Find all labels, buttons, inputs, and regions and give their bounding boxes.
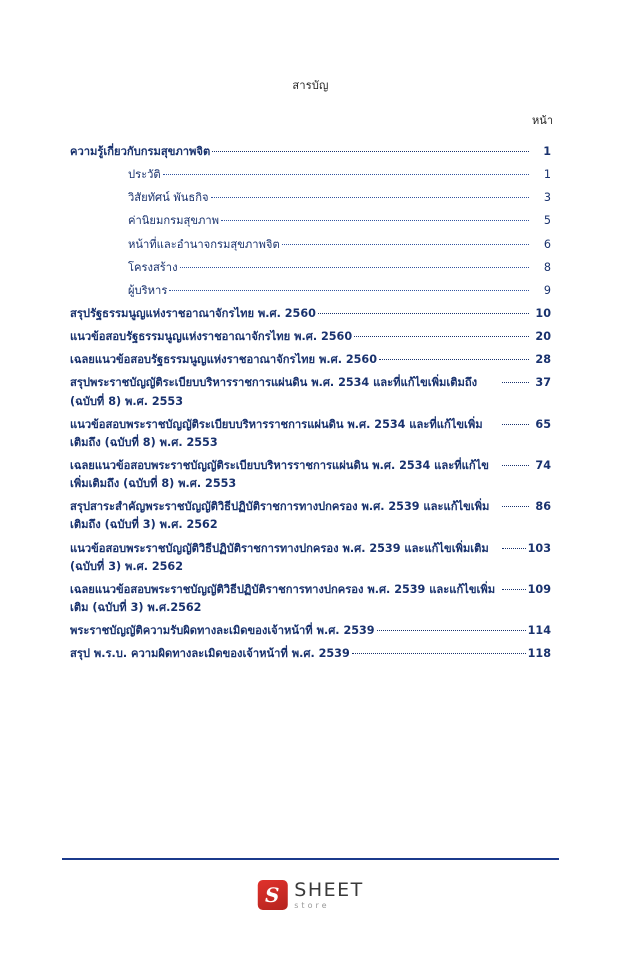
toc-entry-label: สรุป พ.ร.บ. ความผิดทางละเมิดของเจ้าหน้าที่ พ.ศ. 2539 (70, 647, 350, 661)
toc-entry[interactable] (70, 328, 551, 346)
toc-entry-page: 86 (535, 500, 551, 514)
toc-leader-dots (318, 313, 529, 314)
toc-entry-page: 37 (535, 376, 551, 390)
page-footer (0, 858, 621, 954)
toc-entry-page: 103 (527, 541, 551, 555)
toc-leader-dots (502, 424, 529, 425)
toc-entry-label: โครงสร้าง (128, 260, 178, 274)
toc-leader-dots (379, 359, 529, 360)
toc-entry[interactable] (70, 498, 551, 534)
toc-leader-dots (169, 290, 529, 291)
toc-entry[interactable] (70, 189, 551, 207)
toc-entry-label: เฉลยแนวข้อสอบรัฐธรรมนูญแห่งราชอาณาจักรไทย พ.ศ. 2560 (70, 353, 377, 367)
logo-badge-icon: S (257, 880, 287, 910)
table-of-contents (0, 143, 621, 663)
page-title: สารบัญ (292, 79, 329, 92)
footer-divider (62, 858, 559, 860)
toc-leader-dots (352, 653, 526, 654)
toc-leader-dots (282, 244, 529, 245)
toc-entry[interactable] (70, 540, 551, 576)
toc-entry[interactable] (70, 212, 551, 230)
sheet-store-logo (257, 880, 363, 910)
toc-entry-label: สรุปรัฐธรรมนูญแห่งราชอาณาจักรไทย พ.ศ. 2560 (70, 306, 316, 320)
toc-entry[interactable] (70, 581, 551, 617)
logo-name: SHEET (294, 878, 364, 901)
toc-entry-page: 20 (535, 330, 551, 344)
toc-entry-label: เฉลยแนวข้อสอบพระราชบัญญัติวิธีปฏิบัติราชการทางปกครอง พ.ศ. 2539 และแก้ไขเพิ่มเติม (ฉบับที่ 3) พ.ศ.2562 (70, 582, 496, 614)
toc-entry-page: 8 (543, 260, 551, 274)
toc-entry-page: 109 (527, 582, 551, 596)
toc-entry-label: แนวข้อสอบพระราชบัญญัติระเบียบบริหารราชการแผ่นดิน พ.ศ. 2534 และที่แก้ไขเพิ่มเติมถึง (ฉบับที่ 8) พ.ศ. 2553 (70, 417, 483, 449)
toc-leader-dots (502, 465, 529, 466)
toc-entry-page: 1 (543, 145, 551, 158)
toc-entry[interactable] (70, 259, 551, 277)
toc-entry-page: 65 (535, 417, 551, 431)
document-page (0, 76, 621, 954)
toc-leader-dots (502, 382, 529, 383)
page-column-header: หน้า (532, 114, 553, 127)
toc-entry-label: วิสัยทัศน์ พันธกิจ (128, 191, 209, 205)
toc-leader-dots (180, 267, 529, 268)
toc-entry[interactable] (70, 143, 551, 161)
toc-leader-dots (354, 336, 529, 337)
toc-entry-page: 28 (535, 353, 551, 367)
toc-entry-page: 1 (543, 168, 551, 182)
toc-entry-page: 114 (527, 624, 551, 638)
toc-leader-dots (502, 589, 526, 590)
toc-entry-label: ค่านิยมกรมสุขภาพ (128, 214, 220, 228)
toc-entry-label: ประวัติ (128, 168, 161, 182)
toc-leader-dots (212, 151, 529, 152)
toc-entry-page: 118 (527, 647, 551, 661)
toc-entry[interactable] (70, 416, 551, 452)
toc-entry-page: 10 (535, 306, 551, 320)
toc-leader-dots (163, 174, 529, 175)
toc-entry-label: หน้าที่และอำนาจกรมสุขภาพจิต (128, 237, 280, 251)
toc-leader-dots (221, 220, 529, 221)
toc-leader-dots (502, 506, 529, 507)
toc-entry-label: แนวข้อสอบรัฐธรรมนูญแห่งราชอาณาจักรไทย พ.ศ. 2560 (70, 330, 353, 344)
toc-entry-label: ความรู้เกี่ยวกับกรมสุขภาพจิต (70, 145, 211, 158)
toc-entry-label: สรุปสาระสำคัญพระราชบัญญัติวิธีปฏิบัติราชการทางปกครอง พ.ศ. 2539 และแก้ไขเพิ่มเติมถึง (ฉบับที่ 3) พ.ศ. 2562 (70, 500, 490, 532)
toc-entry[interactable] (70, 166, 551, 184)
toc-entry-label: สรุปพระราชบัญญัติระเบียบบริหารราชการแผ่นดิน พ.ศ. 2534 และที่แก้ไขเพิ่มเติมถึง (ฉบับที่ 8) พ.ศ. 2553 (70, 376, 478, 408)
toc-leader-dots (377, 630, 526, 631)
toc-entry[interactable] (70, 645, 551, 663)
toc-entry-page: 3 (543, 191, 551, 205)
toc-entry[interactable] (70, 374, 551, 410)
toc-entry[interactable] (70, 457, 551, 493)
toc-leader-dots (502, 548, 526, 549)
toc-entry[interactable] (70, 622, 551, 640)
toc-entry[interactable] (70, 305, 551, 323)
toc-entry-page: 5 (543, 214, 551, 228)
toc-entry-page: 6 (543, 237, 551, 251)
toc-entry-label: พระราชบัญญัติความรับผิดทางละเมิดของเจ้าหน้าที่ พ.ศ. 2539 (70, 624, 375, 638)
toc-leader-dots (211, 197, 529, 198)
toc-entry-label: แนวข้อสอบพระราชบัญญัติวิธีปฏิบัติราชการทางปกครอง พ.ศ. 2539 และแก้ไขเพิ่มเติม (ฉบับที่ 3) พ.ศ. 2562 (70, 541, 489, 573)
toc-entry[interactable] (70, 282, 551, 300)
toc-entry-page: 9 (543, 283, 551, 297)
toc-entry-page: 74 (535, 458, 551, 472)
toc-entry-label: ผู้บริหาร (128, 283, 168, 297)
toc-entry-label: เฉลยแนวข้อสอบพระราชบัญญัติระเบียบบริหารราชการแผ่นดิน พ.ศ. 2534 และที่แก้ไขเพิ่มเติมถึง (ฉบับที่ 8) พ.ศ. 2553 (70, 458, 489, 491)
logo-tagline: store (294, 900, 330, 910)
toc-entry[interactable] (70, 351, 551, 369)
toc-entry[interactable] (70, 236, 551, 254)
